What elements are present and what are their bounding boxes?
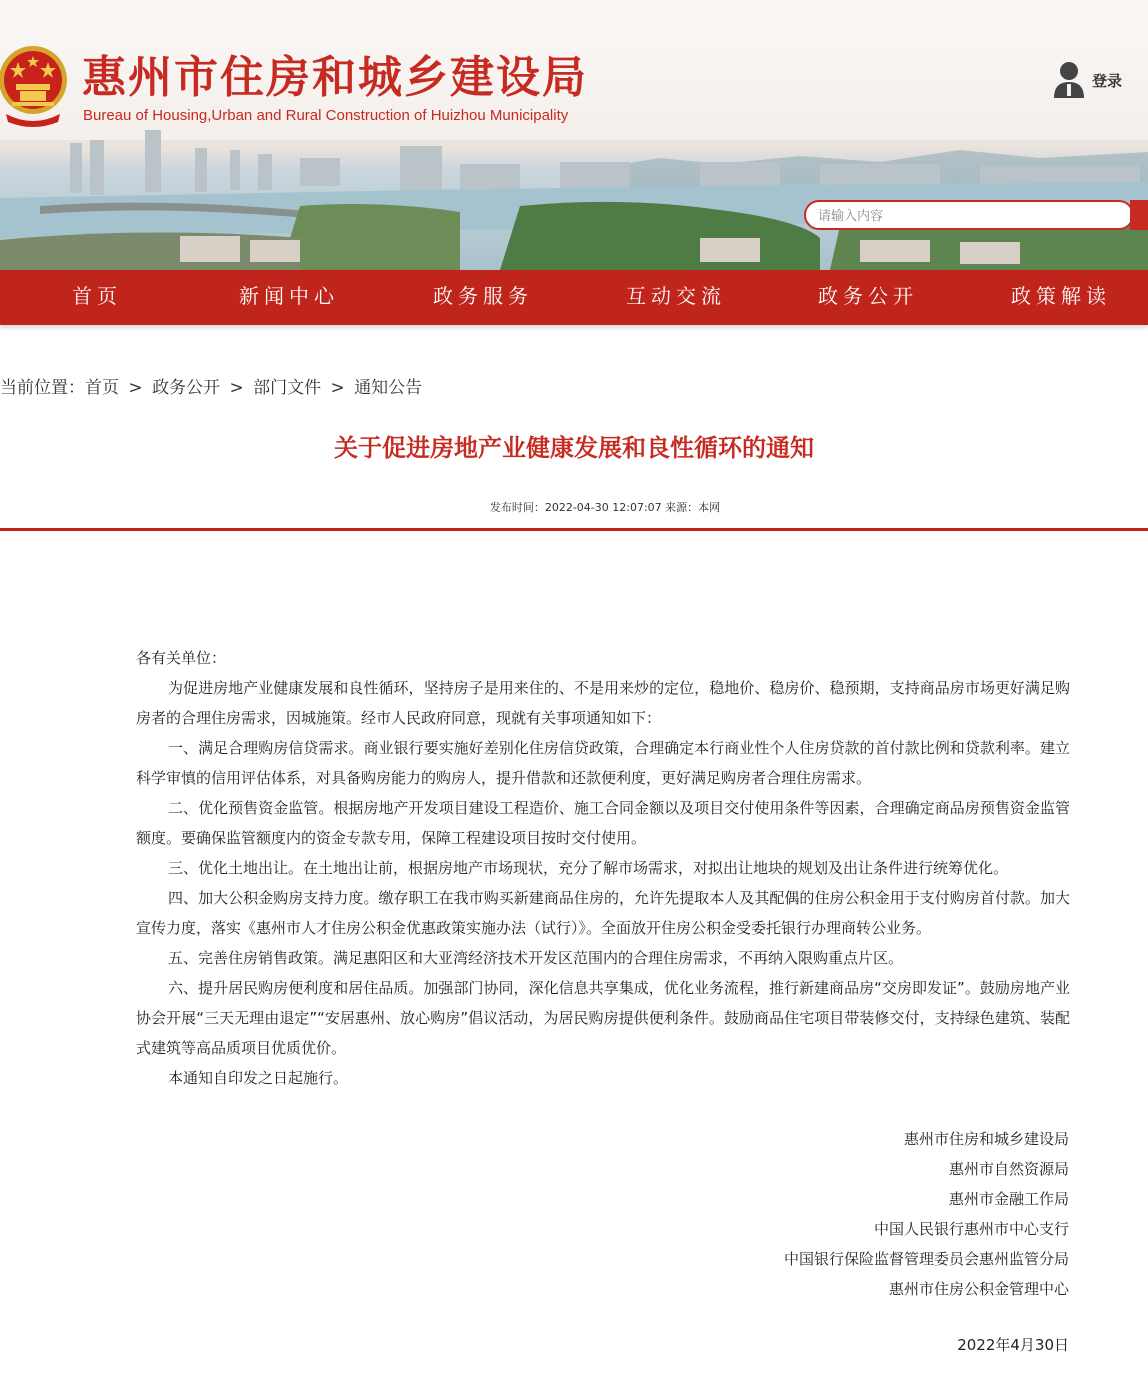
issue-date: 2022年4月30日 — [957, 1336, 1069, 1354]
salutation: 各有关单位： — [136, 649, 227, 667]
paragraph-item-5: 五、完善住房销售政策。满足惠阳区和大亚湾经济技术开发区范围内的合理住房需求，不再纳入限购重点片区。 — [168, 949, 904, 967]
header-banner — [0, 0, 1148, 270]
breadcrumb — [0, 373, 422, 398]
title-divider — [0, 528, 1148, 531]
nav-item-gov-info[interactable]: 政务公开 — [818, 284, 918, 308]
article-meta: 发布时间：2022-04-30 12:07:07 来源：本网 — [489, 501, 721, 514]
signatory: 中国银行保险监督管理委员会惠州监管分局 — [783, 1250, 1069, 1268]
user-icon — [1052, 60, 1086, 100]
signatory: 惠州市金融工作局 — [948, 1190, 1069, 1208]
article-body — [136, 643, 1070, 1093]
paragraph-item-1: 一、满足合理购房信贷需求。商业银行要实施好差别化住房信贷政策，合理确定本行商业性个人住房贷款的首付款比例和贷款利率。建立科学审慎的信用评估体系，对具备购房能力的购房人，提升借款和还款便利度，更好满足购房者合理住房需求。 — [136, 739, 1070, 787]
site-title[interactable]: 惠州市住房和城乡建设局 — [82, 52, 588, 103]
paragraph-intro: 为促进房地产业健康发展和良性循环，坚持房子是用来住的、不是用来炒的定位，稳地价、稳房价、稳预期，支持商品房市场更好满足购房者的合理住房需求，因城施策。经市人民政府同意，现就有关事项通知如下： — [136, 679, 1070, 727]
search-input[interactable] — [806, 202, 1120, 230]
breadcrumb-home[interactable]: 首页 — [85, 378, 119, 398]
national-emblem-icon — [0, 36, 70, 130]
paragraph-item-6: 六、提升居民购房便利度和居住品质。加强部门协同，深化信息共享集成，优化业务流程，推行新建商品房“交房即发证”。鼓励房地产业协会开展“三天无理由退定”“安居惠州、放心购房”倡议活动，为居民购房提供便利条件。鼓励商品住宅项目带装修交付，支持绿色建筑、装配式建筑等高品质项目优质优价。 — [136, 979, 1070, 1057]
breadcrumb-separator: > — [229, 378, 244, 398]
nav-item-home[interactable]: 首页 — [72, 284, 122, 308]
site-subtitle-en: Bureau of Housing,Urban and Rural Construction of Huizhou Municipality — [83, 107, 569, 124]
login-link[interactable] — [1052, 60, 1122, 100]
signatories — [784, 1124, 1069, 1304]
search-button[interactable] — [1130, 200, 1148, 230]
main-nav — [0, 270, 1148, 325]
breadcrumb-gov-info[interactable]: 政务公开 — [152, 378, 221, 398]
paragraph-item-4: 四、加大公积金购房支持力度。缴存职工在我市购买新建商品住房的，允许先提取本人及其配偶的住房公积金用于支付购房首付款。加大宣传力度，落实《惠州市人才住房公积金优惠政策实施办法（试行）》。全面放开住房公积金受委托银行办理商转公业务。 — [136, 889, 1070, 937]
signatory: 惠州市住房和城乡建设局 — [903, 1130, 1069, 1148]
breadcrumb-dept-docs[interactable]: 部门文件 — [253, 378, 322, 398]
search-box[interactable] — [804, 200, 1134, 230]
paragraph-closing: 本通知自印发之日起施行。 — [168, 1069, 349, 1087]
paragraph-item-2: 二、优化预售资金监管。根据房地产开发项目建设工程造价、施工合同金额以及项目交付使用条件等因素，合理确定商品房预售资金监管额度。要确保监管额度内的资金专款专用，保障工程建设项目按时交付使用。 — [136, 799, 1070, 847]
breadcrumb-separator: > — [330, 378, 345, 398]
article-title: 关于促进房地产业健康发展和良性循环的通知 — [334, 434, 814, 462]
nav-item-interaction[interactable]: 互动交流 — [626, 284, 726, 308]
nav-item-news[interactable]: 新闻中心 — [239, 284, 339, 308]
login-label[interactable]: 登录 — [1092, 71, 1123, 90]
city-skyline-image — [0, 128, 1148, 270]
signatory: 惠州市自然资源局 — [948, 1160, 1069, 1178]
nav-item-services[interactable]: 政务服务 — [433, 284, 533, 308]
breadcrumb-notices[interactable]: 通知公告 — [354, 378, 423, 398]
breadcrumb-prefix: 当前位置： — [0, 378, 85, 398]
signatory: 惠州市住房公积金管理中心 — [888, 1280, 1069, 1298]
nav-item-policy[interactable]: 政策解读 — [1011, 284, 1111, 308]
paragraph-item-3: 三、优化土地出让。在土地出让前，根据房地产市场现状，充分了解市场需求，对拟出让地块的规划及出让条件进行统筹优化。 — [168, 859, 1009, 877]
breadcrumb-separator: > — [128, 378, 143, 398]
signatory: 中国人民银行惠州市中心支行 — [873, 1220, 1069, 1238]
